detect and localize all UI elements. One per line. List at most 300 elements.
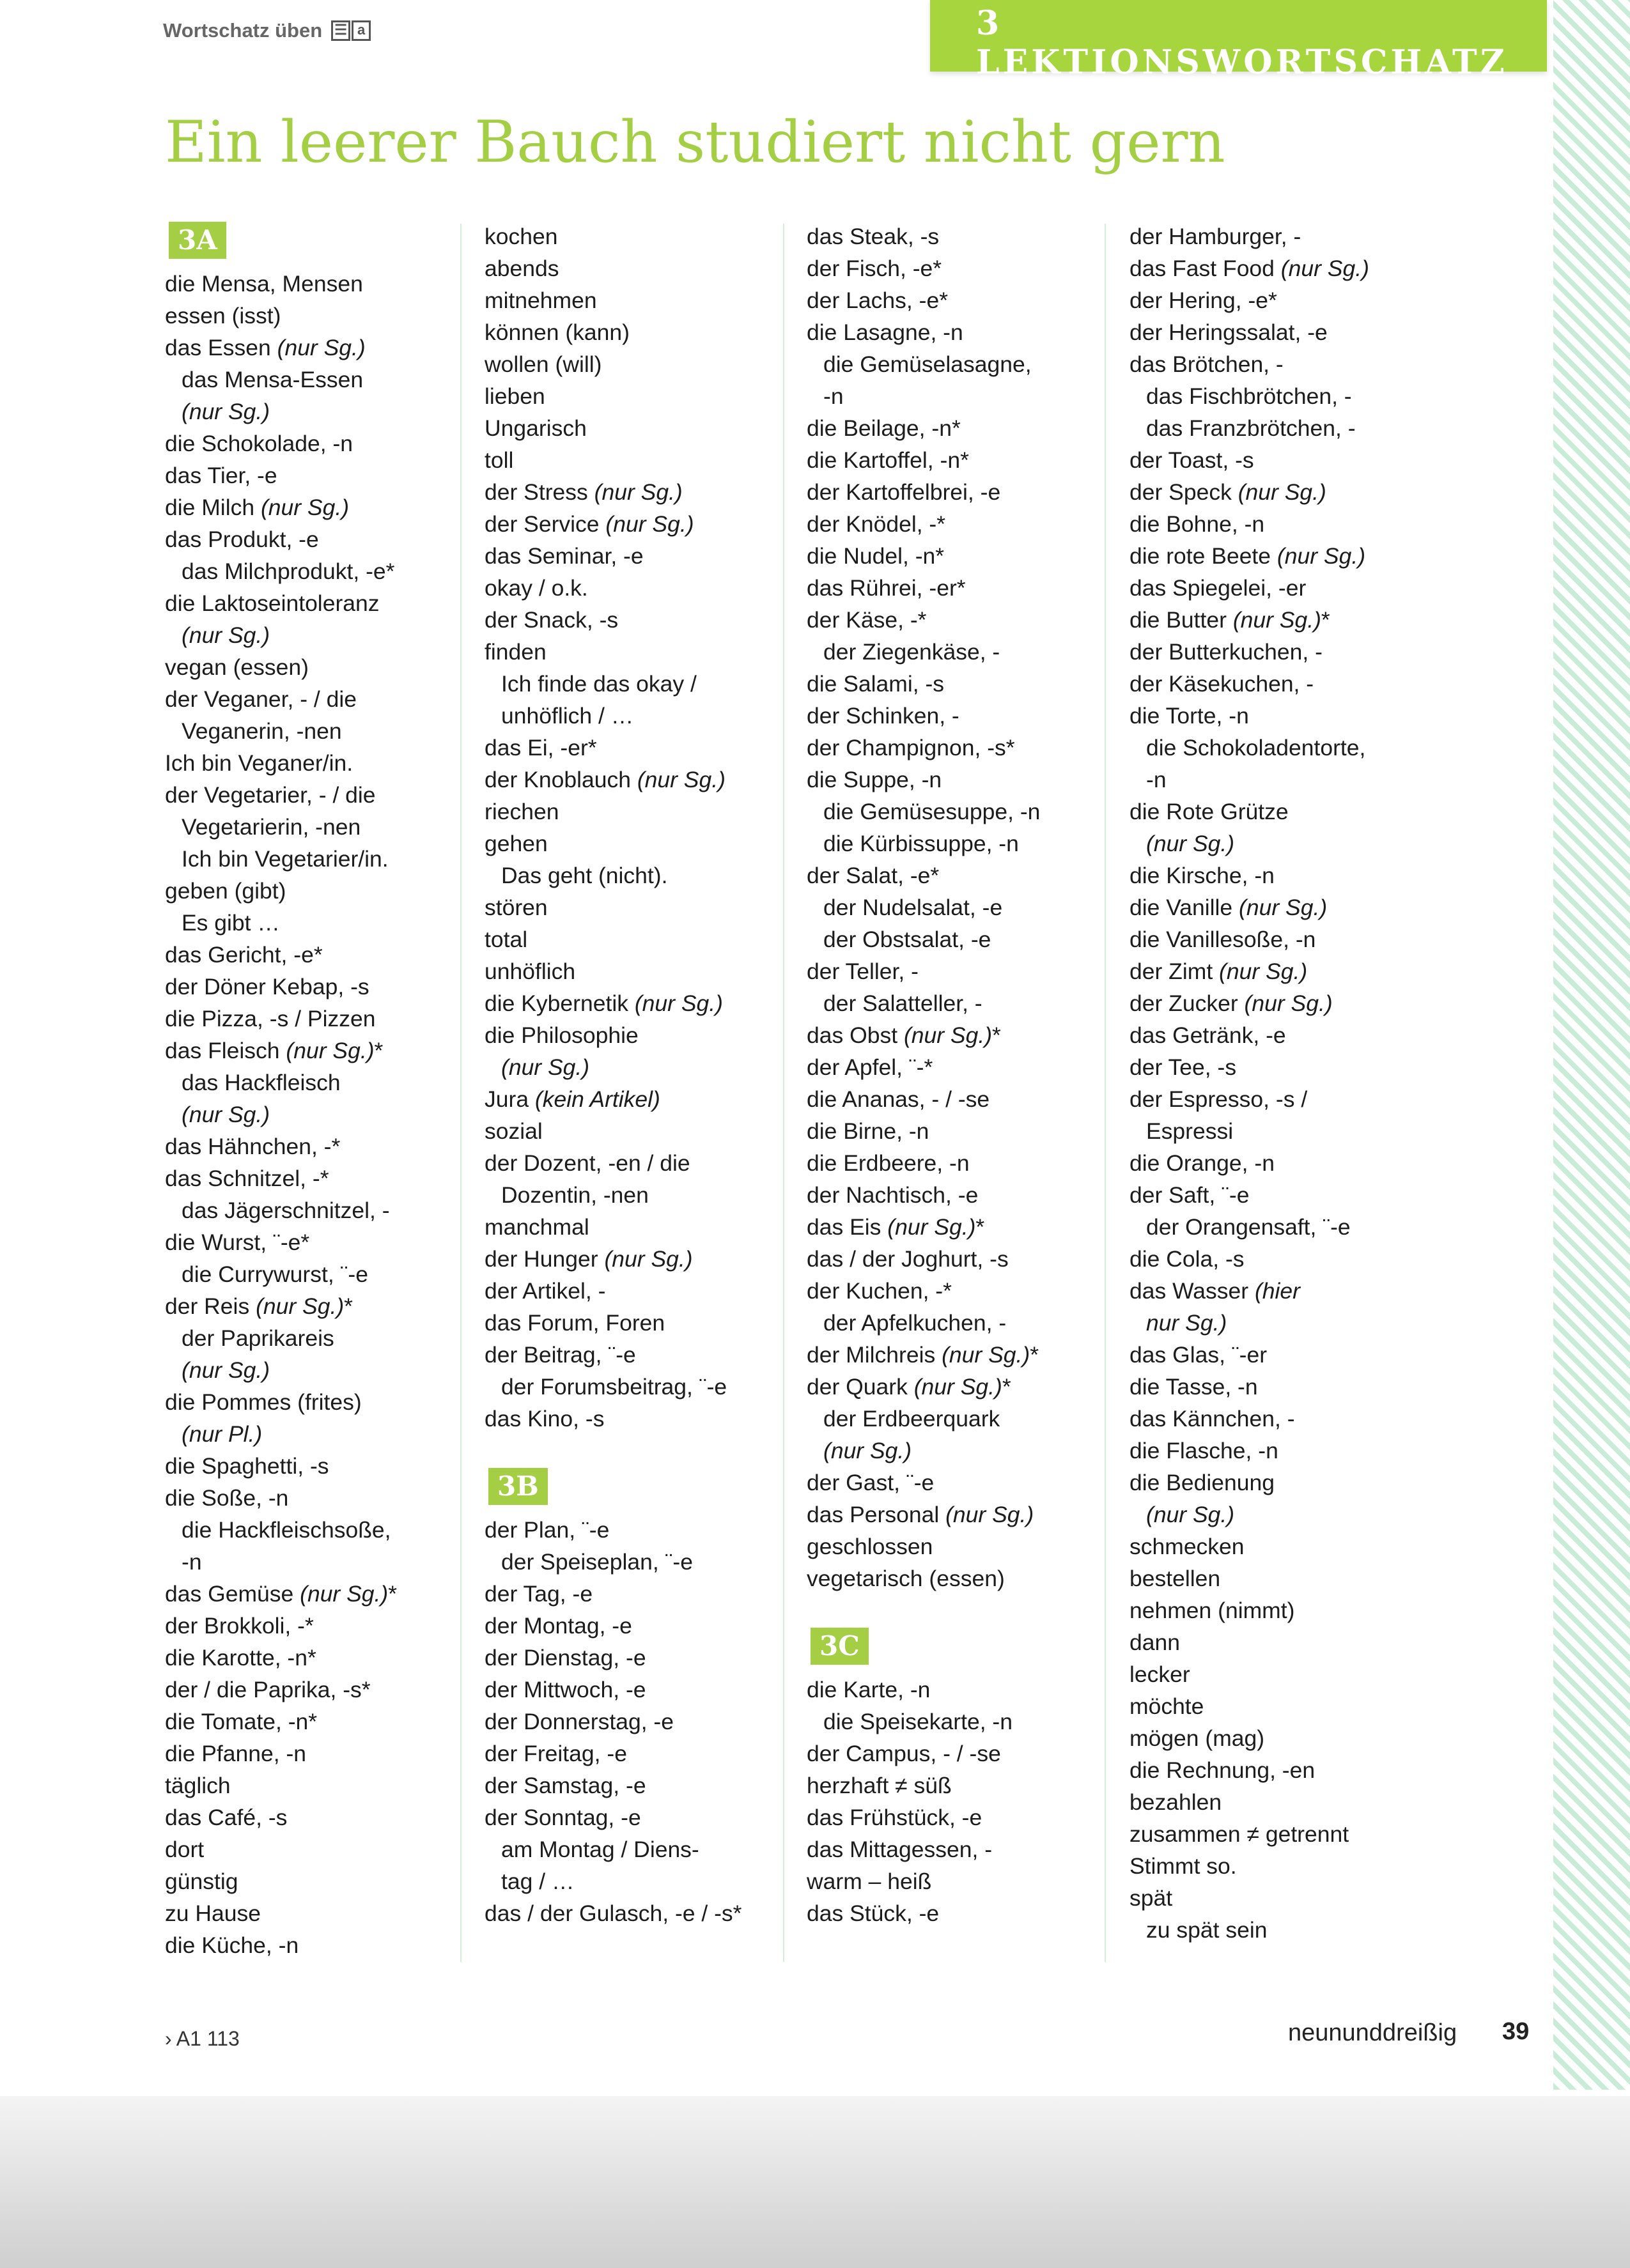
vocab-word: schmecken	[1129, 1534, 1245, 1559]
vocab-asterisk: *	[1321, 607, 1330, 633]
vocab-word: Es gibt …	[182, 910, 280, 936]
vocab-word: der Döner Kebap, -s	[165, 974, 369, 999]
vocab-entry	[1129, 1722, 1436, 1754]
vocab-word: das Mensa-Essen	[182, 367, 364, 392]
vocab-entry	[807, 764, 1114, 796]
vocab-entry	[165, 1610, 472, 1642]
vocab-word: der Dozent, -en / die	[485, 1150, 690, 1176]
vocab-word: das Ei, -er*	[485, 735, 597, 760]
vocab-note: (nur Sg.)	[907, 1374, 1002, 1400]
vocab-word: die Currywurst, ¨-e	[182, 1261, 368, 1287]
vocab-entry	[485, 1897, 791, 1929]
vocab-entry	[1129, 252, 1436, 284]
vocab-word: die Hackfleischsoße,	[182, 1517, 391, 1543]
vocab-word: die Spaghetti, -s	[165, 1453, 329, 1479]
vocab-entry	[807, 1115, 1114, 1147]
chapter-title: 3 LEKTIONSWORTSCHATZ	[976, 4, 1508, 82]
vocab-entry	[165, 1035, 472, 1067]
vocab-entry	[807, 572, 1114, 604]
vocab-entry	[1129, 764, 1436, 796]
vocab-word: Veganerin, -nen	[182, 718, 342, 744]
vocab-entry	[807, 1674, 1114, 1706]
vocab-word: stören	[485, 895, 548, 920]
vocab-word: der Mittwoch, -e	[485, 1677, 646, 1702]
vocab-entry	[485, 1865, 791, 1897]
vocab-entry	[165, 1067, 472, 1099]
vocab-word: das Personal	[807, 1502, 940, 1527]
vocab-word: der Schinken, -	[807, 703, 959, 729]
vocab-entry	[165, 1450, 472, 1482]
vocab-word: Dozentin, -nen	[501, 1182, 649, 1208]
vocab-entry	[1129, 1211, 1436, 1243]
vocab-entry	[485, 540, 791, 572]
section-badge-row	[165, 220, 472, 268]
vocab-entry	[807, 1275, 1114, 1307]
vocab-entry	[485, 252, 791, 284]
vocab-word: tag / …	[501, 1869, 575, 1894]
vocab-entry	[165, 1258, 472, 1290]
vocab-asterisk: *	[388, 1581, 398, 1607]
vocab-word: der Quark	[807, 1374, 908, 1400]
vocab-entry	[165, 1482, 472, 1514]
vocab-entry	[485, 604, 791, 636]
vocab-entry	[485, 923, 791, 955]
vocab-entry	[165, 1290, 472, 1322]
vocab-entry	[807, 1706, 1114, 1738]
vocab-entry	[165, 1801, 472, 1833]
vocab-word: die Gemüsesuppe, -n	[823, 799, 1041, 824]
vocab-entry	[165, 1514, 472, 1546]
vocab-entry	[485, 1642, 791, 1674]
vocab-word: der Kuchen, -*	[807, 1278, 952, 1304]
page-title: Ein leerer Bauch studiert nicht gern	[165, 109, 1225, 176]
vocab-note: (nur Sg.)	[630, 767, 726, 792]
vocab-entry	[1129, 540, 1436, 572]
vocab-note: (nur Sg.)	[254, 495, 350, 520]
vocab-entry	[807, 987, 1114, 1019]
vocab-word: gehen	[485, 831, 548, 856]
vocab-entry	[165, 843, 472, 875]
vocab-word: die Tomate, -n*	[165, 1709, 318, 1734]
vocab-entry	[165, 1865, 472, 1897]
vocab-word: der Brokkoli, -*	[165, 1613, 314, 1639]
vocab-word: geschlossen	[807, 1534, 933, 1559]
vocab-word: der Salat, -e*	[807, 863, 940, 888]
vocab-entry	[485, 1307, 791, 1339]
vocab-entry	[165, 971, 472, 1003]
vocab-word: der Reis	[165, 1293, 250, 1319]
vocab-entry	[485, 636, 791, 668]
vocab-entry	[165, 1738, 472, 1770]
vocab-word: der Gast, ¨-e	[807, 1470, 935, 1495]
vocab-word: am Montag / Diens-	[501, 1837, 699, 1862]
vocab-word: das Brötchen, -	[1129, 351, 1284, 377]
vocab-entry	[165, 364, 472, 396]
vocab-note: (nur Sg.)	[270, 335, 366, 360]
vocab-entry	[1129, 1786, 1436, 1818]
vocab-note: (nur Sg.)	[1231, 479, 1326, 505]
vocab-entry	[165, 1897, 472, 1929]
vocab-entry	[807, 444, 1114, 476]
vocab-entry	[1129, 923, 1436, 955]
vocab-word: manchmal	[485, 1214, 589, 1240]
vocab-word: Das geht (nicht).	[501, 863, 668, 888]
vocab-entry	[1129, 1914, 1436, 1946]
vocab-word: abends	[485, 256, 559, 281]
vocab-entry	[485, 1147, 791, 1179]
vocab-note: (nur Sg.)	[279, 1038, 375, 1063]
vocab-entry	[807, 508, 1114, 540]
vocab-entry	[807, 412, 1114, 444]
vocab-word: das / der Joghurt, -s	[807, 1246, 1009, 1272]
vocab-column-1	[165, 220, 472, 1961]
vocab-entry	[165, 1833, 472, 1865]
vocab-asterisk: *	[374, 1038, 384, 1063]
vocab-entry	[807, 1051, 1114, 1083]
vocab-word: die Torte, -n	[1129, 703, 1249, 729]
vocab-entry	[807, 380, 1114, 412]
vocab-entry	[165, 1706, 472, 1738]
section-badge: 3C	[811, 1628, 869, 1665]
vocab-entry	[165, 1003, 472, 1035]
cross-reference: › A1 113	[165, 2027, 240, 2050]
vocab-note: (nur Sg.)	[939, 1502, 1034, 1527]
vocab-word: kochen	[485, 224, 558, 249]
vocab-word: die Kartoffel, -n*	[807, 447, 969, 473]
vocab-entry	[165, 268, 472, 300]
book-page-icon-lines: ☰	[331, 20, 350, 41]
vocab-word: die Milch	[165, 495, 255, 520]
vocab-entry	[1129, 1179, 1436, 1211]
vocab-entry	[485, 955, 791, 987]
vocab-note: (nur Sg.)	[293, 1581, 389, 1607]
vocab-entry	[165, 1770, 472, 1801]
page-number-word: neununddreißig	[1288, 2019, 1457, 2046]
vocab-word: das Fischbrötchen, -	[1146, 383, 1352, 409]
vocab-word: die Bedienung	[1129, 1470, 1275, 1495]
vocab-word: die Gemüselasagne,	[823, 351, 1032, 377]
vocab-entry	[165, 747, 472, 779]
vocab-word: der Veganer, - / die	[165, 686, 357, 712]
vocab-entry	[807, 220, 1114, 252]
vocab-word: die Orange, -n	[1129, 1150, 1275, 1176]
vocab-word: die Bohne, -n	[1129, 511, 1265, 537]
vocab-word: der Plan, ¨-e	[485, 1517, 610, 1543]
vocab-entry	[165, 1194, 472, 1226]
vocab-entry	[807, 1339, 1114, 1371]
vocab-note: (hier	[1248, 1278, 1300, 1304]
vocab-entry	[1129, 860, 1436, 891]
vocab-word: die Kybernetik	[485, 991, 628, 1016]
vocab-word: der Kartoffelbrei, -e	[807, 479, 1001, 505]
vocab-entry	[485, 891, 791, 923]
vocab-word: lieben	[485, 383, 545, 409]
vocab-word: Stimmt so.	[1129, 1853, 1237, 1879]
vocab-entry	[165, 1674, 472, 1706]
vocab-word: das Produkt, -e	[165, 527, 319, 552]
vocab-word: die Laktoseintoleranz	[165, 590, 380, 616]
vocab-entry	[1129, 572, 1436, 604]
vocab-entry	[485, 444, 791, 476]
vocab-entry	[485, 732, 791, 764]
vocab-word: der Samstag, -e	[485, 1773, 646, 1798]
vocab-entry	[165, 300, 472, 332]
vocab-entry	[807, 316, 1114, 348]
vocab-word: der Fisch, -e*	[807, 256, 942, 281]
vocab-entry	[165, 1162, 472, 1194]
vocab-word: das Stück, -e	[807, 1901, 940, 1926]
vocab-entry	[1129, 891, 1436, 923]
vocab-word: der Speck	[1129, 479, 1232, 505]
vocab-word: dort	[165, 1837, 205, 1862]
vocab-entry	[807, 252, 1114, 284]
vocab-word: der Paprikareis	[182, 1325, 334, 1351]
vocab-entry	[485, 1801, 791, 1833]
vocab-word: die Pizza, -s / Pizzen	[165, 1006, 376, 1031]
vocab-entry	[807, 828, 1114, 860]
vocab-entry	[485, 668, 791, 700]
vocab-entry	[485, 1275, 791, 1307]
vocab-entry	[807, 1243, 1114, 1275]
vocab-entry	[807, 348, 1114, 380]
vocab-word: der / die Paprika, -s*	[165, 1677, 371, 1702]
book-page-icon-letter: a	[352, 20, 371, 41]
vocab-note: (nur Sg.)	[587, 479, 683, 505]
section-badge-row	[485, 1467, 791, 1514]
vocab-word: die Karte, -n	[807, 1677, 931, 1702]
vocab-entry	[485, 1179, 791, 1211]
section-badge: 3A	[169, 222, 226, 259]
vocab-word: -n	[1146, 767, 1167, 792]
vocab-entry	[807, 955, 1114, 987]
vocab-word: das Milchprodukt, -e*	[182, 559, 395, 584]
vocab-word: der Nudelsalat, -e	[823, 895, 1003, 920]
vocab-word: der Nachtisch, -e	[807, 1182, 979, 1208]
vocab-word: die Soße, -n	[165, 1485, 289, 1511]
vocab-entry	[1129, 1147, 1436, 1179]
vocab-word: das Obst	[807, 1022, 898, 1048]
vocab-word: Vegetarierin, -nen	[182, 814, 361, 840]
vocab-word: der Orangensaft, ¨-e	[1146, 1214, 1351, 1240]
vocab-note: (nur Sg.)	[628, 991, 723, 1016]
vocab-word: das Kino, -s	[485, 1406, 605, 1431]
vocab-entry	[485, 860, 791, 891]
vocab-entry	[165, 1578, 472, 1610]
vocab-entry	[165, 396, 472, 428]
vocab-word: der Speiseplan, ¨-e	[501, 1549, 693, 1575]
vocab-entry	[1129, 1818, 1436, 1850]
vocab-word: der Forumsbeitrag, ¨-e	[501, 1374, 727, 1400]
vocab-word: das Fast Food	[1129, 256, 1275, 281]
vocab-word: die Ananas, - / -se	[807, 1086, 990, 1112]
vocab-word: die Erdbeere, -n	[807, 1150, 970, 1176]
vocab-word: die Pfanne, -n	[165, 1741, 307, 1766]
vocab-note: (nur Sg.)	[881, 1214, 976, 1240]
vocab-word: vegetarisch (essen)	[807, 1566, 1005, 1591]
vocab-word: das Kännchen, -	[1129, 1406, 1295, 1431]
vocab-word: der Montag, -e	[485, 1613, 632, 1639]
vocab-entry	[485, 316, 791, 348]
section-label-text: Wortschatz üben	[163, 19, 323, 42]
vocab-entry	[1129, 1594, 1436, 1626]
vocab-note: (nur Sg.)	[1274, 256, 1369, 281]
vocab-entry	[485, 380, 791, 412]
vocab-entry	[165, 907, 472, 939]
vocab-word: mitnehmen	[485, 288, 597, 313]
vocab-note: (nur Sg.)	[182, 622, 270, 648]
vocab-asterisk: *	[975, 1214, 985, 1240]
vocab-entry	[485, 1706, 791, 1738]
vocab-column-4	[1129, 220, 1436, 1946]
vocab-word: spät	[1129, 1885, 1173, 1911]
vocab-entry	[485, 1371, 791, 1403]
vocab-entry	[807, 700, 1114, 732]
vocab-word: die Pommes (frites)	[165, 1389, 362, 1415]
vocab-entry	[485, 796, 791, 828]
vocab-word: das Tier, -e	[165, 463, 277, 488]
vocab-word: die Cola, -s	[1129, 1246, 1245, 1272]
vocab-note: (nur Sg.)	[823, 1438, 912, 1463]
vocab-word: zu Hause	[165, 1901, 261, 1926]
vocab-entry	[1129, 987, 1436, 1019]
vocab-word: der Espresso, -s /	[1129, 1086, 1308, 1112]
vocab-note: (nur Sg.)	[1238, 991, 1333, 1016]
vocab-note: (nur Sg.)	[1232, 895, 1328, 920]
vocab-word: der Salatteller, -	[823, 991, 982, 1016]
vocab-word: das Eis	[807, 1214, 881, 1240]
vocab-entry	[165, 939, 472, 971]
vocab-entry	[485, 1403, 791, 1435]
vocab-word: das Forum, Foren	[485, 1310, 665, 1336]
vocab-word: vegan (essen)	[165, 654, 309, 680]
vocab-entry	[165, 779, 472, 811]
vocab-word: der Vegetarier, - / die	[165, 782, 376, 808]
vocab-word: zu spät sein	[1146, 1917, 1268, 1943]
vocab-entry	[485, 1610, 791, 1642]
vocab-entry	[807, 1738, 1114, 1770]
vocab-word: das Wasser	[1129, 1278, 1249, 1304]
vocab-entry	[1129, 1850, 1436, 1882]
vocab-word: die Nudel, -n*	[807, 543, 945, 569]
vocab-word: die Suppe, -n	[807, 767, 942, 792]
vocab-note: (nur Sg.)	[1146, 831, 1235, 856]
vocab-entry	[1129, 1051, 1436, 1083]
vocab-word: der Champignon, -s*	[807, 735, 1015, 760]
vocab-word: der Erdbeerquark	[823, 1406, 1000, 1431]
vocab-word: das Getränk, -e	[1129, 1022, 1286, 1048]
vocab-entry	[807, 604, 1114, 636]
vocab-word: der Dienstag, -e	[485, 1645, 646, 1670]
vocab-entry	[807, 1403, 1114, 1435]
vocab-note: (nur Sg.)	[1213, 959, 1308, 984]
vocab-entry	[807, 1435, 1114, 1467]
vocab-word: die Butter	[1129, 607, 1227, 633]
vocab-word: -n	[823, 383, 844, 409]
vocab-word: das Fleisch	[165, 1038, 280, 1063]
vocab-entry	[485, 1115, 791, 1147]
vocab-entry	[1129, 1435, 1436, 1467]
vocab-entry	[1129, 1083, 1436, 1115]
vocab-entry	[1129, 220, 1436, 252]
vocab-word: der Campus, - / -se	[807, 1741, 1001, 1766]
vocab-entry	[165, 332, 472, 364]
vocab-word: nehmen (nimmt)	[1129, 1598, 1295, 1623]
vocab-word: total	[485, 927, 528, 952]
vocab-note: (nur Sg.)	[935, 1342, 1030, 1368]
vocab-word: günstig	[165, 1869, 238, 1894]
vocab-entry	[1129, 284, 1436, 316]
vocab-word: der Hering, -e*	[1129, 288, 1277, 313]
vocab-word: der Zucker	[1129, 991, 1238, 1016]
vocab-entry	[485, 987, 791, 1019]
section-badge: 3B	[488, 1468, 548, 1505]
vocab-entry	[1129, 604, 1436, 636]
vocab-entry	[165, 619, 472, 651]
vocab-entry	[807, 1179, 1114, 1211]
vocab-word: die Karotte, -n*	[165, 1645, 316, 1670]
vocab-word: der Artikel, -	[485, 1278, 606, 1304]
vocab-entry	[485, 828, 791, 860]
vocab-word: der Knödel, -*	[807, 511, 946, 537]
vocab-entry	[165, 875, 472, 907]
vocab-word: das Spiegelei, -er	[1129, 575, 1307, 601]
section-spacer	[807, 1594, 1114, 1626]
vocab-word: die Tasse, -n	[1129, 1374, 1258, 1400]
vocab-entry	[1129, 1243, 1436, 1275]
vocab-entry	[165, 1546, 472, 1578]
vocab-word: das Franzbrötchen, -	[1146, 415, 1356, 441]
vocab-note: (nur Sg.)	[182, 1357, 270, 1383]
vocab-note: nur Sg.)	[1146, 1310, 1227, 1336]
vocab-entry	[485, 700, 791, 732]
vocab-entry	[1129, 1531, 1436, 1562]
vocab-asterisk: *	[1030, 1342, 1039, 1368]
vocab-entry	[165, 1322, 472, 1354]
vocab-word: das Seminar, -e	[485, 543, 644, 569]
vocab-entry	[1129, 476, 1436, 508]
vocab-entry	[1129, 412, 1436, 444]
vocab-word: Ich finde das okay /	[501, 671, 697, 697]
vocab-entry	[1129, 1754, 1436, 1786]
vocab-entry	[1129, 444, 1436, 476]
vocab-word: der Zimt	[1129, 959, 1213, 984]
vocab-entry	[807, 1371, 1114, 1403]
vocab-entry	[165, 1130, 472, 1162]
vocab-entry	[1129, 1882, 1436, 1914]
vocab-word: die Beilage, -n*	[807, 415, 961, 441]
vocab-asterisk: *	[344, 1293, 353, 1319]
vocab-note: (nur Sg.)	[599, 511, 694, 537]
section-label	[163, 19, 371, 42]
vocab-entry	[1129, 1339, 1436, 1371]
chapter-banner	[930, 0, 1547, 82]
vocab-entry	[485, 1546, 791, 1578]
vocab-word: riechen	[485, 799, 559, 824]
vocab-word: der Donnerstag, -e	[485, 1709, 674, 1734]
vocab-entry	[1129, 700, 1436, 732]
vocab-entry	[807, 1211, 1114, 1243]
vocab-word: das / der Gulasch, -e / -s*	[485, 1901, 742, 1926]
vocab-entry	[807, 1531, 1114, 1562]
vocab-entry	[1129, 1467, 1436, 1499]
vocab-entry	[1129, 1658, 1436, 1690]
vocab-entry	[807, 1499, 1114, 1531]
vocab-entry	[807, 1147, 1114, 1179]
vocab-entry	[807, 1897, 1114, 1929]
vocab-entry	[165, 428, 472, 459]
vocab-note: (nur Sg.)	[182, 399, 270, 424]
vocab-word: Ich bin Vegetarier/in.	[182, 846, 389, 872]
